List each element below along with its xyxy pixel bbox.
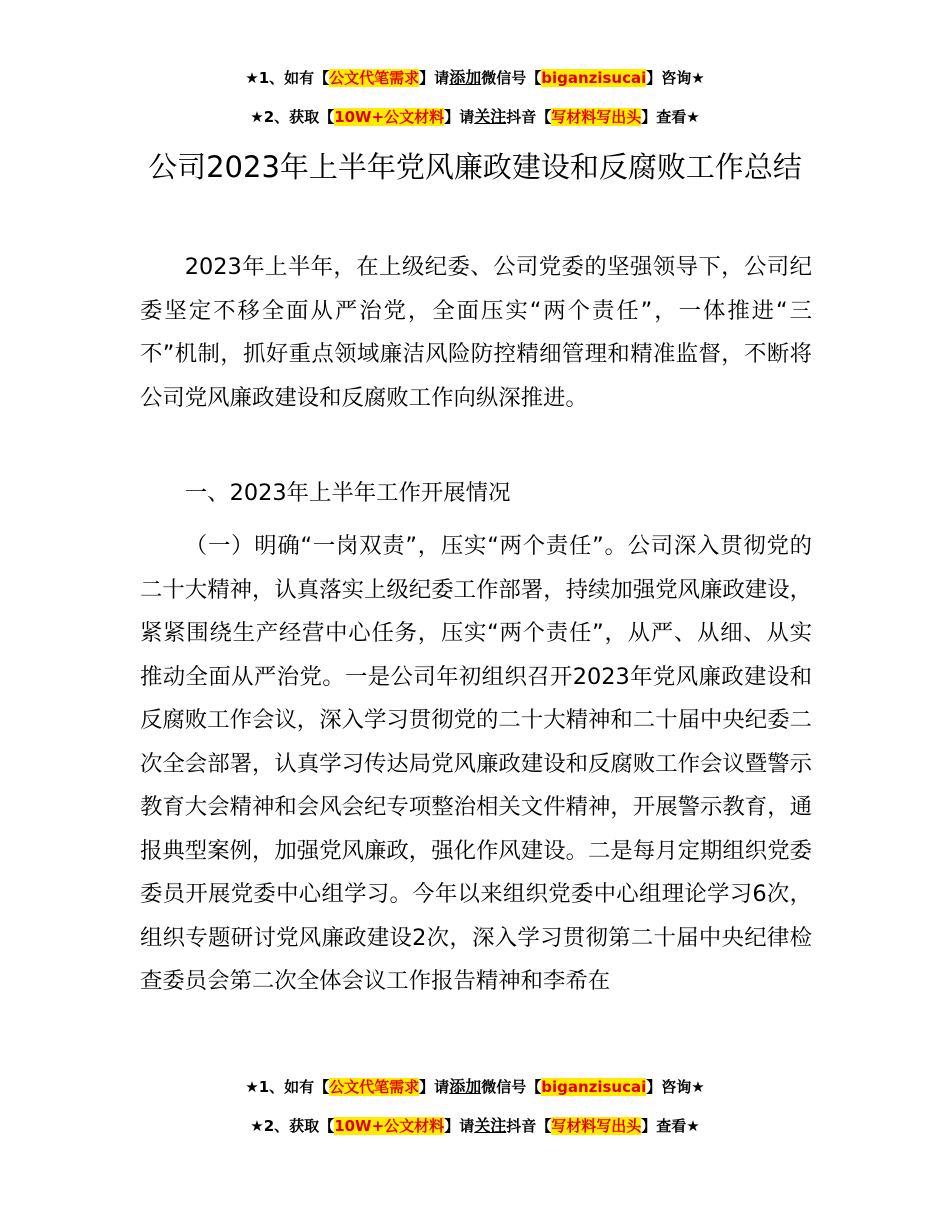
banner-text: 】咨询★ bbox=[646, 69, 705, 87]
section-paragraph: （一）明确“一岗双责”，压实“两个责任”。公司深入贯彻党的二十大精神，认真落实上级纪委工作部署，持续加强党风廉政建设，紧紧围绕生产经营中心任务，压实“两个责任”，从严、从细、从实推动全面从严治党。一是公司年初组织召开2023年党风廉政建设和反腐败工作会议，深入学习贯彻党的二十大精神和二十届中央纪委二次全会部署，认真学习传达局党风廉政建设和反腐败工作会议暨警示教育大会精神和会风会纪专项整治相关文件精神，开展警示教育，通报典型案例，加强党风廉政，强化作风建设。二是每月定期组织党委委员开展党委中心组学习。今年以来组织党委中心组理论学习6次，组织专题研讨党风廉政建设2次，深入学习贯彻第二十届中央纪律检查委员会第二次全体会议工作报告精神和李希在 bbox=[140, 533, 812, 994]
banner-text: 】查看★ bbox=[641, 108, 700, 126]
highlight-douyin-id: 写材料写出头 bbox=[551, 108, 642, 126]
document-title: 公司2023年上半年党风廉政建设和反腐败工作总结 bbox=[148, 150, 802, 184]
top-banner-line-1 bbox=[0, 67, 950, 89]
highlight-materials: 10W+公文材料 bbox=[334, 1117, 445, 1135]
highlight-douyin-id: 写材料写出头 bbox=[551, 1117, 642, 1135]
banner-text: 微信号【 bbox=[481, 1078, 542, 1096]
bottom-banner-line-1 bbox=[0, 1076, 950, 1098]
highlight-wechat-id: biganzisucai bbox=[541, 1078, 647, 1096]
highlight-wechat-id: biganzisucai bbox=[541, 69, 647, 87]
intro-paragraph: 2023年上半年，在上级纪委、公司党委的坚强领导下，公司纪委坚定不移全面从严治党，全面压实“两个责任”，一体推进“三不”机制，抓好重点领域廉洁风险防控精细管理和精准监督，不断将公司党风廉政建设和反腐败工作向纵深推进。 bbox=[140, 254, 812, 411]
banner-text: 】请 bbox=[444, 1117, 475, 1135]
banner-text: ★2、获取【 bbox=[250, 1117, 335, 1135]
banner-text: 抖音【 bbox=[506, 108, 552, 126]
top-banner-line-2 bbox=[0, 106, 950, 128]
banner-text: 】查看★ bbox=[641, 1117, 700, 1135]
banner-text: 微信号【 bbox=[481, 69, 542, 87]
underlined-text: 关注 bbox=[474, 107, 507, 126]
banner-text: ★2、获取【 bbox=[250, 108, 335, 126]
banner-text: ★1、如有【 bbox=[245, 69, 330, 87]
highlight-service: 公文代笔需求 bbox=[329, 1078, 420, 1096]
banner-text: 】请 bbox=[419, 1078, 450, 1096]
banner-text: 抖音【 bbox=[506, 1117, 552, 1135]
section-heading: 一、2023年上半年工作开展情况 bbox=[184, 480, 511, 506]
underlined-text: 添加 bbox=[449, 1077, 482, 1096]
banner-text: 】请 bbox=[419, 69, 450, 87]
underlined-text: 关注 bbox=[474, 1116, 507, 1135]
banner-text: ★1、如有【 bbox=[245, 1078, 330, 1096]
banner-text: 】咨询★ bbox=[646, 1078, 705, 1096]
banner-text: 】请 bbox=[444, 108, 475, 126]
underlined-text: 添加 bbox=[449, 68, 482, 87]
highlight-service: 公文代笔需求 bbox=[329, 69, 420, 87]
highlight-materials: 10W+公文材料 bbox=[334, 108, 445, 126]
bottom-banner-line-2 bbox=[0, 1115, 950, 1137]
